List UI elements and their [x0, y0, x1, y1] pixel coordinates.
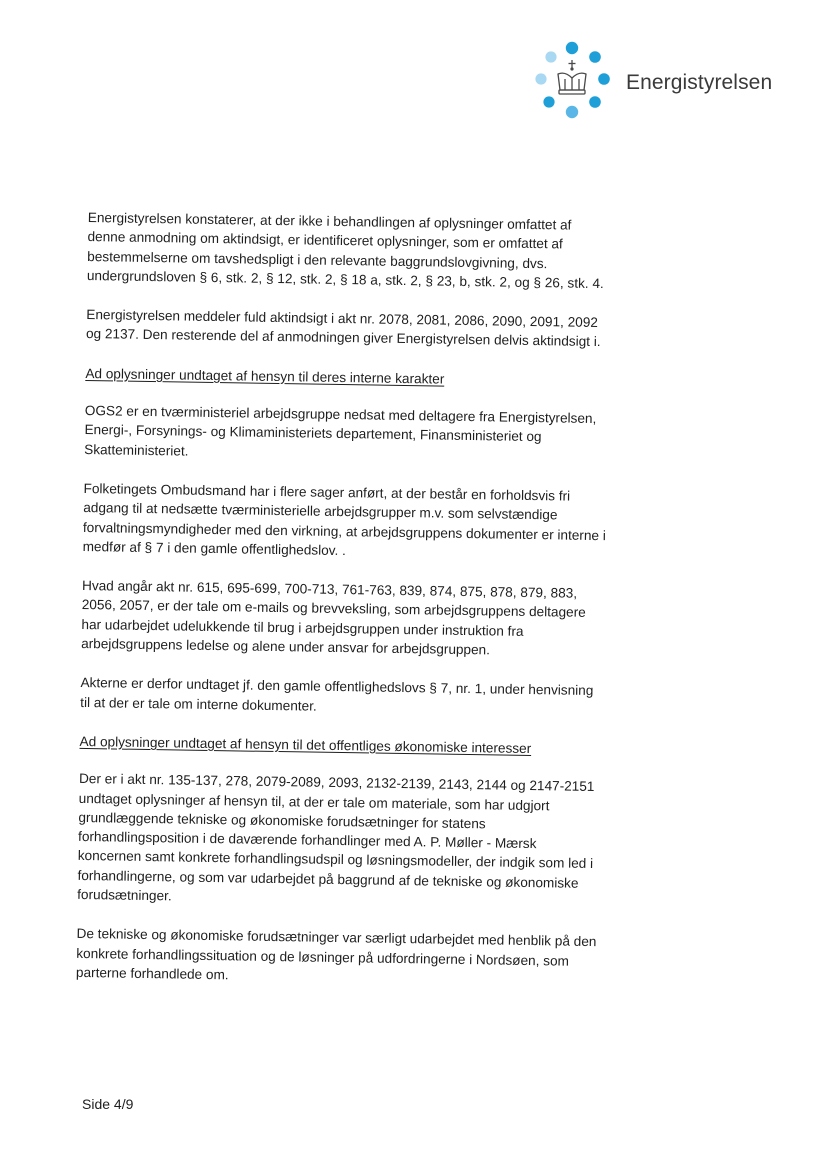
paragraph-emails: Hvad angår akt nr. 615, 695-699, 700-713, 761-763, 839, 874, 875, 878, 879, 883, 2056, 2057, er der tale om e-mails og brevveksling, som arbejdsgruppens deltagere har udarbejdet udelukkende til brug i arbejdsgruppen under instruktion fra arbejdsgruppens ledelse og alene under ansvar for arbejdsgruppen. [81, 578, 586, 658]
paragraph-ombudsman: Folketingets Ombudsmand har i flere sager anført, at der består en forholdsvis fri adgang til at nedsætte tværministerielle arbejdsgrupper m.v. som selvstændige forvaltningsmyndigheder med den virkning, at arbejdsgruppens dokumenter er interne i medfør af § 7 i den gamle offentlighedslov. . [82, 480, 606, 558]
crown-dots-logo-icon [532, 38, 612, 128]
paragraph-exempt: Akterne er derfor undtaget jf. den gamle offentlighedslovs § 7, nr. 1, under henvisning til at der er tale om interne dokumenter. [80, 675, 594, 714]
page-number: Side 4/9 [82, 1096, 134, 1112]
paragraph-confidentiality: Energistyrelsen konstaterer, at der ikke i behandlingen af oplysninger omfattet af denne anmodning om aktindsigt, er identificeret oplysninger, som er omfattet af bestemmelserne om tavshedspligt i den relevante baggrundslovgivning, dvs. undergrundsloven § 6, stk. 2, § 12, stk. 2, § 18 a, stk. 2, § 23, b, stk. 2, og § 26, stk. 4. [86, 209, 604, 292]
section-heading-internal: Ad oplysninger undtaget af hensyn til deres interne karakter [85, 365, 445, 387]
paragraph-assumptions: De tekniske og økonomiske forudsætninger var særligt udarbejdet med henblik på den konkrete forhandlingssituation og de løsninger på udfordringerne i Nordsøen, som parterne forhandlede om. [75, 926, 597, 983]
paragraph-full-access: Energistyrelsen meddeler fuld aktindsigt i akt nr. 2078, 2081, 2086, 2090, 2091, 2092 og 2137. Den resterende del af anmodningen giver Energistyrelsen delvis aktindsigt i. [85, 307, 601, 350]
paragraph-ogs2: OGS2 er en tværministeriel arbejdsgruppe nedsat med deltagere fra Energistyrelsen, Energi-, Forsynings- og Klimaministeriets departement, Finansministeriet og Skatteministeriet. [84, 403, 597, 459]
paragraph-economic-exempt: Der er i akt nr. 135-137, 278, 2079-2089, 2093, 2132-2139, 2143, 2144 og 2147-2151 undtaget oplysninger af hensyn til, at der er tale om materiale, som har udgjort grundlæggende tekniske og økonomiske forudsætninger for statens forhandlingsposition i de daværende forhandlinger med A. P. Møller - Mærsk koncernen samt konkrete forhandlingsudspil og løsningsmodeller, der indgik som led i forhandlingerne, og som var udarbejdet på baggrund af de tekniske og økonomiske forudsætninger. [77, 771, 595, 904]
section-heading-economic: Ad oplysninger undtaget af hensyn til det offentliges økonomiske interesser [79, 733, 532, 756]
header-logo [532, 38, 772, 128]
letter-body [76, 208, 613, 1010]
brand-name: Energistyrelsen [626, 71, 773, 94]
